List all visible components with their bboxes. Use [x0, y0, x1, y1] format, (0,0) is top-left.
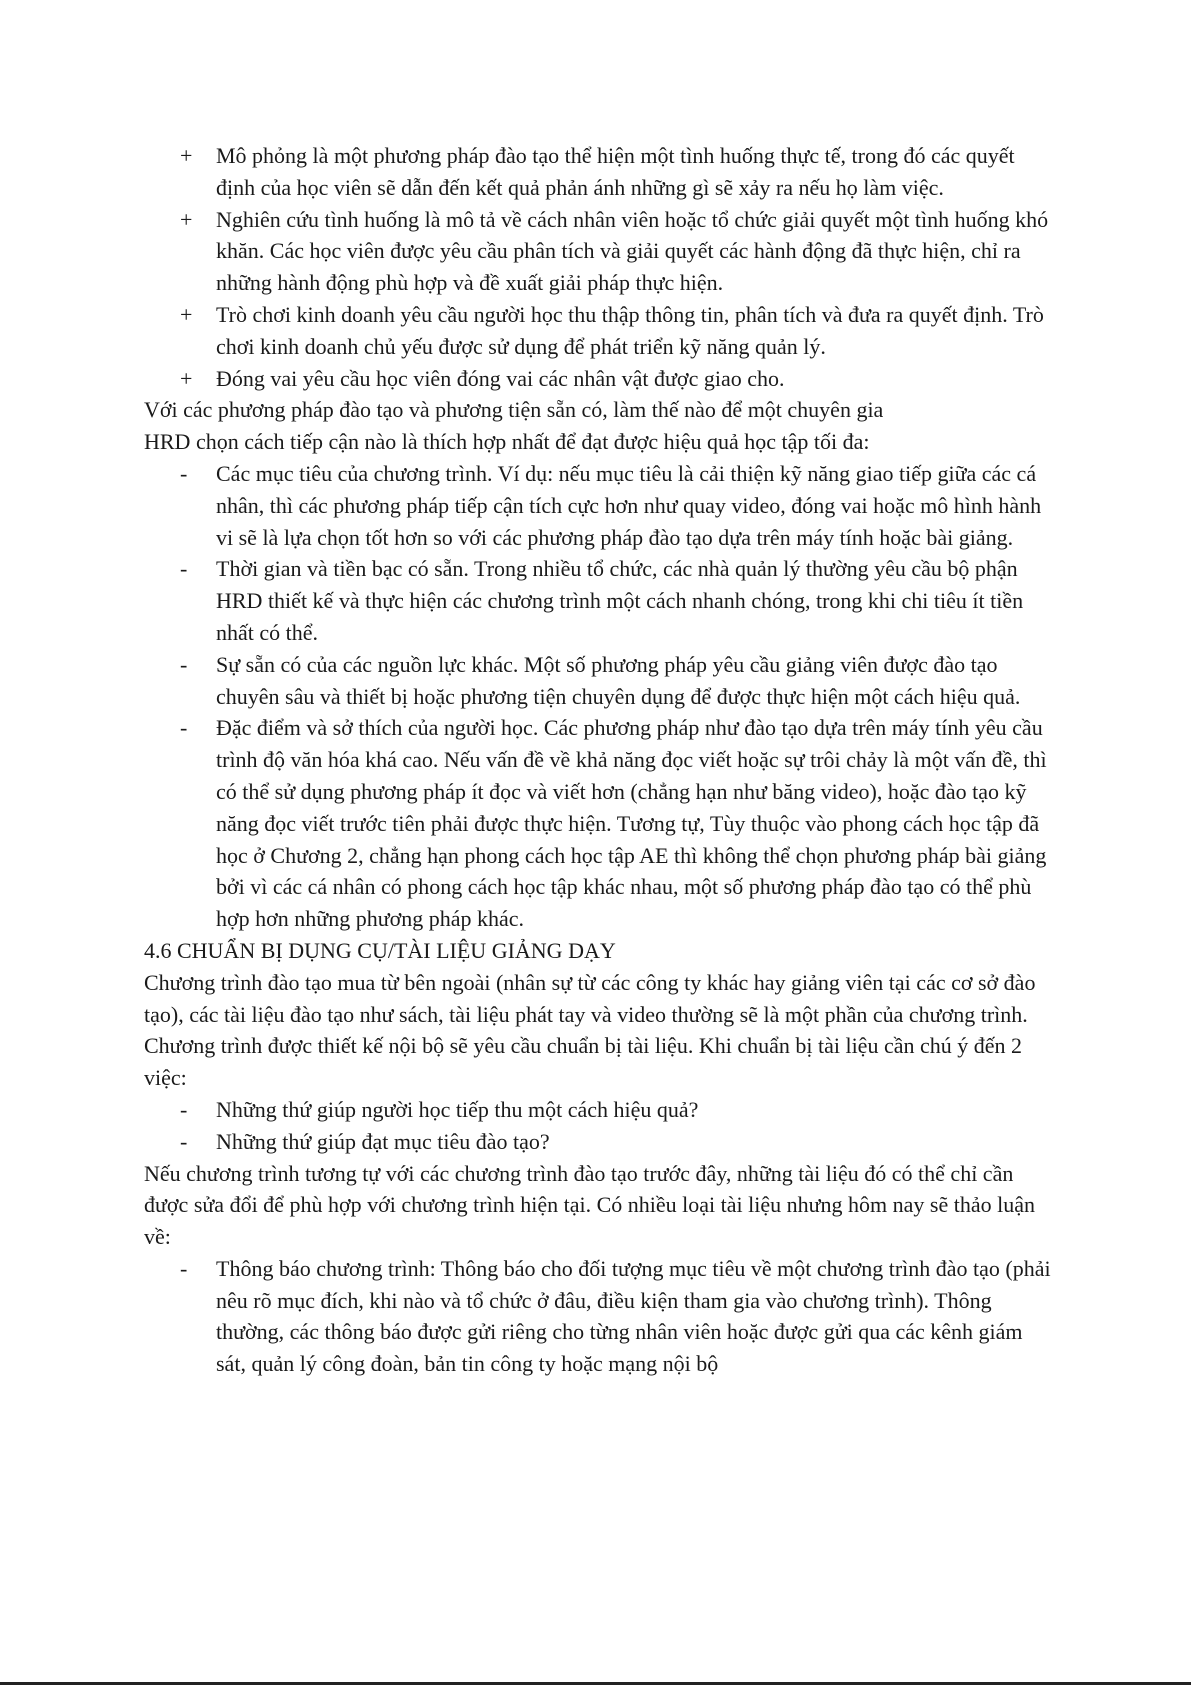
- item-text: Mô phỏng là một phương pháp đào tạo thể hiện một tình huống thực tế, trong đó các quyết định của học viên sẽ dẫn đến kết quả phản ánh những gì sẽ xảy ra nếu họ làm việc.: [216, 143, 1015, 200]
- paragraph-similar-program: Nếu chương trình tương tự với các chương trình đào tạo trước đây, những tài liệu đó có thể chỉ cần được sửa đổi để phù hợp với chương trình hiện tại. Có nhiều loại tài liệu nhưng hôm nay sẽ thảo luận về:: [144, 1160, 1035, 1250]
- paragraph-external-program: Chương trình đào tạo mua từ bên ngoài (nhân sự từ các công ty khác hay giảng viên tại các cơ sở đào tạo), các tài liệu đào tạo như sách, tài liệu phát tay và video thường sẽ là một phần của chương trình.: [144, 969, 1036, 1027]
- item-text: Đặc điểm và sở thích của người học. Các phương pháp như đào tạo dựa trên máy tính yêu cầu trình độ văn hóa khá cao. Nếu vấn đề về khả năng đọc viết hoặc sự trôi chảy là một vấn đề, thì có thể sử dụng phương pháp ít đọc và viết hơn (chẳng hạn như băng video), hoặc đào tạo kỹ năng đọc viết trước tiên phải được thực hiện. Tương tự, Tùy thuộc vào phong cách học tập đã học ở Chương 2, chẳng hạn phong cách học tập AE thì không thể chọn phương pháp bài giảng bởi vì các cá nhân có phong cách học tập khác nhau, một số phương pháp đào tạo có thể phù hợp hơn những phương pháp khác.: [216, 715, 1047, 932]
- dash-bullet: -: [180, 460, 188, 486]
- plus-item-case-study: [144, 204, 1054, 299]
- paragraph-choose-approach: [144, 394, 1054, 458]
- dash-item-learner-traits: [144, 712, 1054, 935]
- plus-item-business-game: [144, 299, 1054, 363]
- document-page: [144, 140, 1054, 1380]
- item-text: Thời gian và tiền bạc có sẵn. Trong nhiều tổ chức, các nhà quản lý thường yêu cầu bộ phận HRD thiết kế và thực hiện các chương trình một cách nhanh chóng, trong khi chi tiêu ít tiền nhất có thể.: [216, 556, 1024, 645]
- dash-bullet: -: [180, 715, 188, 741]
- dash-item-training-goals: [144, 1126, 1054, 1158]
- dash-bullet: -: [180, 1255, 188, 1281]
- plus-bullet: +: [180, 301, 193, 327]
- dash-item-effective-learning: [144, 1094, 1054, 1126]
- dash-item-resources: [144, 649, 1054, 713]
- plus-item-simulation: [144, 140, 1054, 204]
- dash-bullet: -: [180, 556, 188, 582]
- paragraph-line: HRD chọn cách tiếp cận nào là thích hợp nhất để đạt được hiệu quả học tập tối đa:: [144, 429, 870, 455]
- paragraph-line: Với các phương pháp đào tạo và phương tiện sẵn có, làm thế nào để một chuyên gia: [144, 397, 884, 423]
- item-text: Đóng vai yêu cầu học viên đóng vai các nhân vật được giao cho.: [216, 365, 785, 391]
- item-text: Những thứ giúp đạt mục tiêu đào tạo?: [216, 1128, 550, 1154]
- dash-bullet: -: [180, 651, 188, 677]
- section-heading: 4.6 CHUẨN BỊ DỤNG CỤ/TÀI LIỆU GIẢNG DẠY: [144, 937, 616, 963]
- item-text: Trò chơi kinh doanh yêu cầu người học thu thập thông tin, phân tích và đưa ra quyết định. Trò chơi kinh doanh chủ yếu được sử dụng để phát triển kỹ năng quản lý.: [216, 301, 1044, 359]
- dash-item-objectives: [144, 458, 1054, 553]
- plus-bullet: +: [180, 143, 193, 168]
- dash-item-program-announcement: [144, 1253, 1054, 1380]
- paragraph-internal-program: Chương trình được thiết kế nội bộ sẽ yêu cầu chuẩn bị tài liệu. Khi chuẩn bị tài liệu cần chú ý đến 2 việc:: [144, 1033, 1023, 1091]
- plus-bullet: +: [180, 206, 193, 232]
- item-text: Những thứ giúp người học tiếp thu một cách hiệu quả?: [216, 1096, 699, 1122]
- item-text: Nghiên cứu tình huống là mô tả về cách nhân viên hoặc tổ chức giải quyết một tình huống khó khăn. Các học viên được yêu cầu phân tích và giải quyết các hành động đã thực hiện, chỉ ra những hành động phù hợp và đề xuất giải pháp thực hiện.: [216, 206, 1049, 296]
- item-text: Các mục tiêu của chương trình. Ví dụ: nếu mục tiêu là cải thiện kỹ năng giao tiếp giữa các cá nhân, thì các phương pháp tiếp cận tích cực hơn như quay video, đóng vai hoặc mô hình hành vi sẽ là lựa chọn tốt hơn so với các phương pháp đào tạo dựa trên máy tính hoặc bài giảng.: [216, 460, 1042, 550]
- plus-item-role-play: [144, 363, 1054, 395]
- item-text: Thông báo chương trình: Thông báo cho đối tượng mục tiêu về một chương trình đào tạo (phải nêu rõ mục đích, khi nào và tổ chức ở đâu, điều kiện tham gia vào chương trình). Thông thường, các thông báo được gửi riêng cho từng nhân viên hoặc được gửi qua các kênh giám sát, quản lý công đoàn, bản tin công ty hoặc mạng nội bộ: [216, 1255, 1051, 1377]
- dash-bullet: -: [180, 1096, 188, 1122]
- dash-bullet: -: [180, 1128, 188, 1154]
- item-text: Sự sẵn có của các nguồn lực khác. Một số phương pháp yêu cầu giảng viên được đào tạo chuyên sâu và thiết bị hoặc phương tiện chuyên dụng để được thực hiện một cách hiệu quả.: [216, 651, 1021, 709]
- dash-item-time-money: [144, 553, 1054, 648]
- plus-bullet: +: [180, 365, 193, 391]
